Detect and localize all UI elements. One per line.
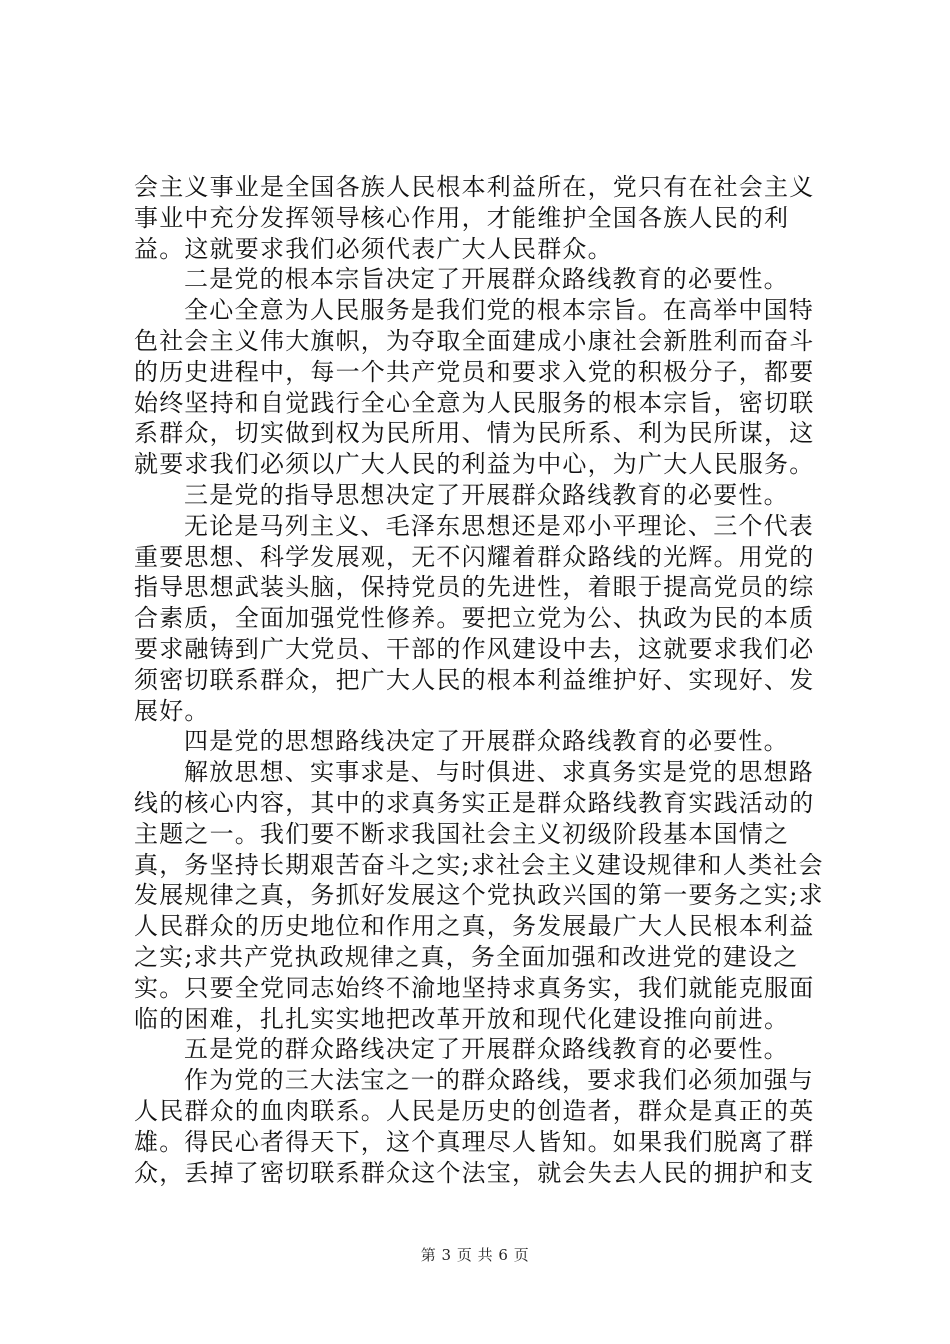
heading-point-4: 四是党的思想路线决定了开展群众路线教育的必要性。 bbox=[184, 727, 789, 756]
page-number-footer: 第 3 页 共 6 页 bbox=[420, 1246, 530, 1264]
paragraph-5: 作为党的三大法宝之一的群众路线，要求我们必须加强与人民群众的血肉联系。人民是历史的创造者，群众是真正的英雄。得民心者得天下，这个真理尽人皆知。如果我们脱离了群众，丢掉了密切联系群众这个法宝，就会失去人民的拥护和支 bbox=[134, 1066, 815, 1187]
heading-point-2: 二是党的根本宗旨决定了开展群众路线教育的必要性。 bbox=[184, 265, 789, 294]
paragraph-1: 会主义事业是全国各族人民根本利益所在，党只有在社会主义事业中充分发挥领导核心作用，才能维护全国各族人民的利益。这就要求我们必须代表广大人民群众。 bbox=[134, 173, 815, 263]
paragraph-3: 无论是马列主义、毛泽东思想还是邓小平理论、三个代表重要思想、科学发展观，无不闪耀着群众路线的光辉。用党的指导思想武装头脑，保持党员的先进性，着眼于提高党员的综合素质，全面加强党性修养。要把立党为公、执政为民的本质要求融铸到广大党员、干部的作风建设中去，这就要求我们必须密切联系群众，把广大人民的根本利益维护好、实现好、发展好。 bbox=[134, 511, 815, 725]
heading-point-3: 三是党的指导思想决定了开展群众路线教育的必要性。 bbox=[184, 480, 789, 509]
heading-point-5: 五是党的群众路线决定了开展群众路线教育的必要性。 bbox=[184, 1035, 789, 1064]
paragraph-4: 解放思想、实事求是、与时俱进、求真务实是党的思想路线的核心内容，其中的求真务实正是群众路线教育实践活动的主题之一。我们要不断求我国社会主义初级阶段基本国情之真，务坚持长期艰苦奋斗之实;求社会主义建设规律和人类社会发展规律之真，务抓好发展这个党执政兴国的第一要务之实;求人民群众的历史地位和作用之真，务发展最广大人民根本利益之实;求共产党执政规律之真，务全面加强和改进党的建设之实。只要全党同志始终不渝地坚持求真务实，我们就能克服面临的困难，扎扎实实地把改革开放和现代化建设推向前进。 bbox=[134, 758, 824, 1033]
paragraph-2: 全心全意为人民服务是我们党的根本宗旨。在高举中国特色社会主义伟大旗帜，为夺取全面建成小康社会新胜利而奋斗的历史进程中，每一个共产党员和要求入党的积极分子，都要始终坚持和自觉践行全心全意为人民服务的根本宗旨，密切联系群众，切实做到权为民所用、情为民所系、利为民所谋，这就要求我们必须以广大人民的利益为中心，为广大人民服务。 bbox=[134, 296, 815, 479]
document-body bbox=[134, 172, 824, 1188]
